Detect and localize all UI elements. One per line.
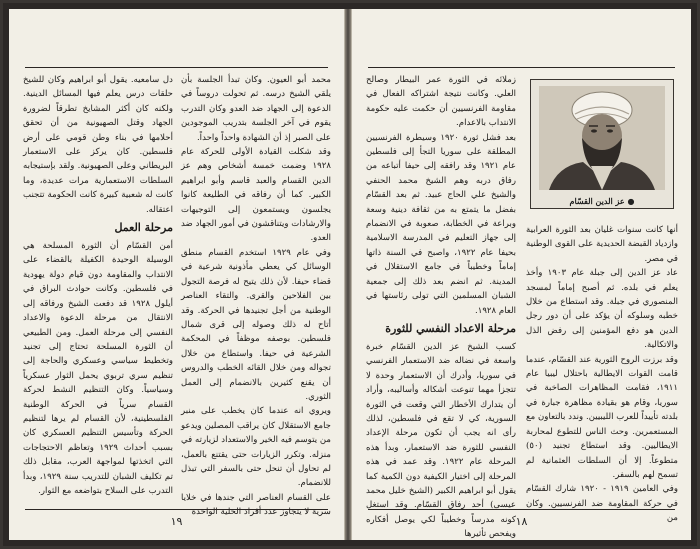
left-page-column-right	[181, 73, 331, 518]
left-page	[9, 9, 345, 540]
right-page-column-left	[366, 73, 517, 540]
portrait-illustration	[539, 86, 665, 190]
page-number: ١٩	[170, 515, 183, 528]
bottom-rule	[25, 509, 328, 510]
right-page	[351, 9, 691, 540]
top-rule	[368, 67, 675, 68]
paragraph: وقد برزت الروح الثورية عند القسّام، عندما قامت القوات الايطالية باحتلال ليبيا عام ١٩١١، فقامت المظاهرات الصاخبة في سوريا، وقام هو بقيادة مظاهرة جبارة في بلدته تأييداً للعرب الليبيين. وندد بالتعاون مع المستعمرين. وحث الناس للتطوع لمحاربة الايطاليين. وقد استطاع تجنيد (٥٠) متطوعاً. إلا أن السلطات العثمانية لم تسمح لهم بالسفر.	[526, 354, 678, 480]
portrait-caption: ● عز الدين القسّام	[569, 196, 635, 206]
paragraph: على القسام العناصر التي جندها في خلايا سرية لا يتجاوز عدد أفراد الخلية الواحدة	[181, 492, 331, 518]
paragraph: ويروي انه عندما كان يخطب على منبر جامع الاستقلال كان يراقب المصلين ويدعو من يتوسم فيه الخير والاستعداد لزيارته في منزله. وتكرر الزيارات حتى يقتنع بالعمل، لم تحاول أن تنحل حتى بالسفر التي تبذل للانضمام.	[181, 406, 331, 489]
page-number: ١٨	[515, 515, 528, 528]
paragraph: زملائه في الثورة عمر البيطار وصالح العلي. وكانت نتيجة اشتراكه الفعال في مقاومة الفرنسيين أن حكمت عليه حكومة الانتداب بالاعدام.	[366, 75, 516, 129]
right-page-column-right	[526, 223, 678, 524]
paragraph: أمن القسّام أن الثورة المسلحة هي الوسيلة الوحيدة الكفيلة بالقضاء على الانتداب والمقاومة دون قيام دولة يهودية في فلسطين. وكانت حوادث البراق في أيلول ١٩٢٨ قد دفعت الشيخ ورفاقه إلى الانتقال من مرحلة الدعوة والاعداد النفسي إلى مرحلة العمل. ومن الطبيعي أن الثورة المسلحة تحتاج إلى تجنيد وتخطيط سياسي وعسكري والحاجة إلى تنظيم سري تربوي يحمل الثوار عسكرياً وسياسياً. وكان التنظيم النشط لحركة القسام سرياً في الحركة الوطنية الفلسطينية، لأن القسام لم يرها لتنظيم الحركة وتأسيس التنظيم العسكري كان بسبب أحداث ١٩٢٩ وتعاظم الاحتجاجات التي اتخذتها لمواجهة العرب، مقابل ذلك تم تكليف الشبان للتدريب سنة ١٩٢٩، وبدأ التدرب على السلاح بتواضعه مع الثوار.	[23, 241, 173, 496]
paragraph: أنها كانت سنوات غليان بعد الثورة العرابية وازدياد القبضة الحديدية على القوى الوطنية في مصر.	[526, 225, 678, 264]
paragraph: وفي العامين ١٩١٩ - ١٩٢٠ شارك القسّام في حركة المقاومة ضد الفرنسيين. وكان من	[526, 484, 678, 524]
paragraph: وقد شكلت القيادة الأولى للحركة عام ١٩٢٨ وضمت خمسة أشخاص وهم عز الدين القسام والعبد قاسم وأبو ابراهيم الكبير. كما أن رفاقه في الطليعة كانوا يجلسون ويستمعون إلى التوجيهات والارشادات ويتناقشون في أمور الجهاد ضد العدو.	[181, 147, 331, 244]
portrait-photo	[539, 86, 665, 190]
bottom-rule	[368, 509, 675, 510]
book-spread	[3, 3, 697, 546]
portrait-frame	[530, 79, 674, 209]
top-rule	[25, 67, 328, 68]
paragraph: محمد أبو العيون. وكان تبدأ الجلسة بأن يلقي الشيخ درسه. ثم تحولت دروساً في الدعوة إلى الجهاد ضد العدو وكان التدرب يقوم في آخر الجلسة بتدريب الموجودين على الصبر إذ أن الشهادة واحداً واحداً.	[181, 75, 331, 143]
section-heading: مرحلة الاعداد النفسي للثورة	[385, 321, 516, 335]
paragraph: بعد فشل ثورة ١٩٢٠ وسيطرة الفرنسيين المطلقة على سوريا التجأ إلى فلسطين عام ١٩٢١ وقد رافقه إلى حيفا أتباعه من رفاق دربه وهم الشيخ محمد الحنفي والشيخ علي الحاج عبيد. ثم بعد القسّام بفضل ما يتمتع به من ثقافة دينية وسعة وبراعة في الخطابة، صعوبة في الانضمام إلى جهاز التعليم في المدرسة الاسلامية بحيفا عام ١٩٢٢، واصبح في السنة ذاتها إماماً وخطيباً في جامع الاستقلال في المدينة. ثم انضم بعد ذلك إلى جمعية الشبان المسلمين التي تولى رئاستها في العام ١٩٢٨.	[366, 132, 516, 316]
paragraph: كسب الشيخ عز الدين القسّام خبرة واسعة في نضاله ضد الاستعمار الفرنسي في سوريا، وأدرك أن الاستعمار وحدة لا تتجزأ مهما تنوعت أشكاله وأساليبه، وأراد أن يتدارك الأخطار التي وقعت في الثورة السورية، كي لا تقع في فلسطين، لذلك رأى انه يجب أن تكون مرحلة الإعداد النفسي للثورة ضد الاستعمار، وبدأ هذه المرحلة عام ١٩٢٢. وقد عمد في هذه المرحلة إلى اختيار الكيفية دون الكمية كما يقول أبو ابراهيم الكبير (الشيخ خليل محمد عيسى) أحد رفاق القسّام. وقد استغل كونه مدرساً وخطيباً لكي يوصل أفكاره ويفحص تأثيرها	[366, 341, 517, 540]
left-page-column-left	[23, 73, 173, 503]
paragraph: وفي عام ١٩٢٩ استخدم القسام منطق الوسائل كي يعطي مأذونية شرعية في قضاء حيفا. لأن ذلك يتيح له فرصة التجول بين الفلاحين والقرى. والتقاء العناصر الوطنية من أجل تجنيدها في الحركة. وقد أتاح له ذلك وصوله إلى قرى شمال فلسطين. بوصفه موظفاً في المحكمة الشرعية في حيفا. واستطاع من خلال تجواله ومن خلال القائه الخطب والدروس أن يقنع كثيرين بالانضمام إلى العمل الثوري.	[181, 247, 331, 402]
paragraph: عاد عز الدين إلى جبلة عام ١٩٠٣ وأخذ يعلم في بلده. ثم أصبح إماماً لمسجد المنصوري في جبلة. وقد استطاع من خلال خطبه وسلوكه أن يؤكد على أن دور رجل الدين هو دفع المؤمنين إلى رفض الذل والاتكالية.	[526, 268, 678, 351]
paragraph: دل سامعيه. يقول أبو ابراهيم وكان للشيخ حلقات درس يعلم فيها المسائل الدينية. ولكنه كان أكثر المشايخ تطرقاً لضرورة الجهاد وقتل الصهيونية من أن تحقق أحلامها في بناء وطن قومي على أرض فلسطين. كان يركز على الاستعمار البريطاني وعلى الصهيونية. ولقد بإستيجابه السلطات الاستعمارية مرات عديدة، وما كانت له شعبية كبيرة كانت الحكومة تتجنب اعتقاله.	[23, 75, 173, 215]
section-heading: مرحلة العمل	[114, 221, 173, 235]
